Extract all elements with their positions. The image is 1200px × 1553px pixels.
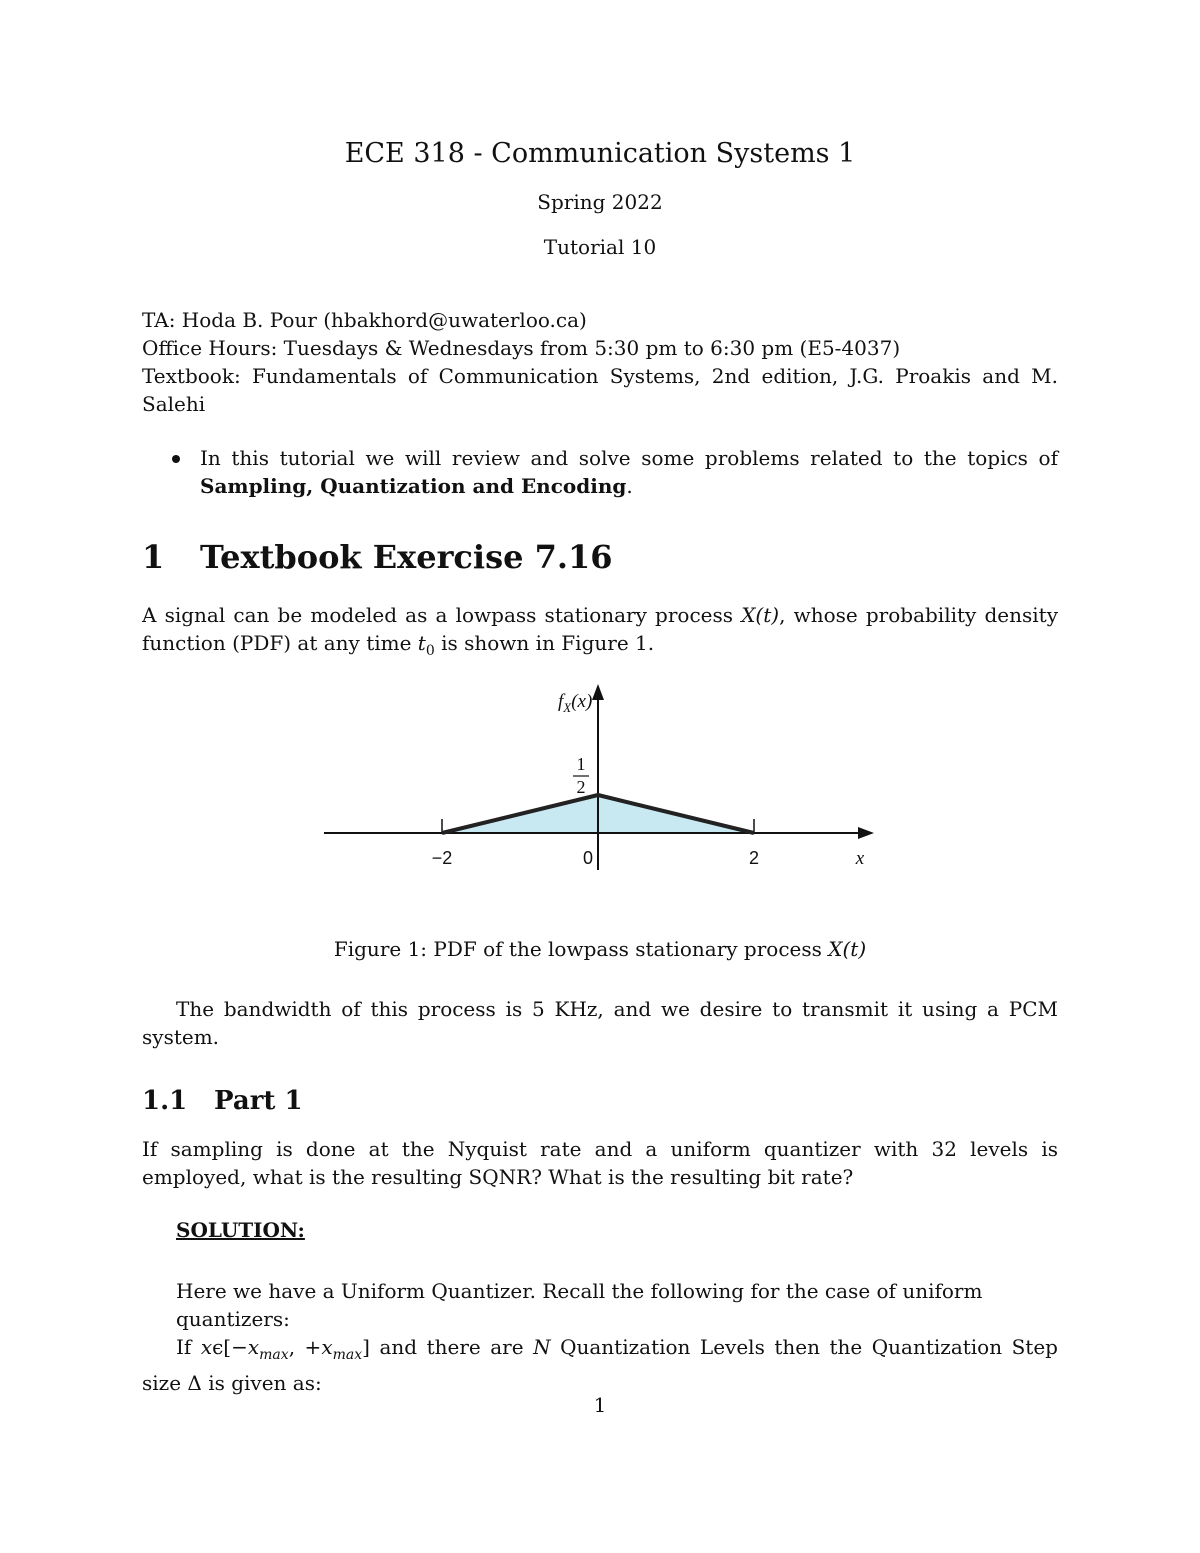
bullet-text-end: . (626, 474, 633, 498)
para1-text-b: , whose probability density function (PDF) at any time (142, 603, 1058, 655)
section-title: Textbook Exercise 7.16 (200, 538, 613, 576)
course-info (142, 306, 1058, 418)
sol-if: If (176, 1335, 201, 1359)
subsection-number: 1.1 (142, 1086, 188, 1116)
paragraph-solution (142, 1277, 1058, 1397)
page-number: 1 (593, 1393, 607, 1417)
x-axis-arrow-icon (858, 827, 874, 839)
tick-label-left: −2 (431, 848, 453, 868)
caption-math-x-t: X(t) (828, 937, 867, 961)
peak-numerator: 1 (576, 754, 586, 774)
tick-label-right: 2 (748, 848, 760, 868)
sol-text-mid: and there are (369, 1335, 534, 1359)
document-title: ECE 318 - Communication Systems 1 (344, 138, 856, 169)
sol-math-xmax-2: x (321, 1335, 333, 1359)
bullet-text-bold: Sampling, Quantization and Encoding (200, 474, 627, 498)
sol-math-max-sub-2: max (332, 1347, 363, 1363)
solution-line-2 (142, 1333, 1058, 1397)
sol-math-n: N (533, 1335, 551, 1359)
term-label: Spring 2022 (537, 190, 663, 214)
sol-math-close: ] (362, 1335, 370, 1359)
subsection-heading (142, 1086, 303, 1116)
section-number: 1 (142, 538, 165, 576)
bullet-text-plain: In this tutorial we will review and solve some problems related to the topics of (200, 446, 1058, 470)
figure-caption (0, 937, 1200, 961)
y-axis-label (558, 691, 592, 715)
y-label-subscript: X (563, 700, 572, 715)
x-axis-label: x (855, 848, 865, 869)
paragraph-question: If sampling is done at the Nyquist rate and a uniform quantizer with 32 levels is employed, what is the resulting SQNR? What is the resulting bit rate? (142, 1137, 1058, 1189)
section-heading (142, 538, 613, 576)
y-label-argument: (x) (571, 691, 593, 712)
bullet-icon (172, 455, 180, 463)
sol-math-max-sub-1: max (259, 1347, 289, 1363)
subsection-title: Part 1 (214, 1086, 303, 1116)
solution-line-1: Here we have a Uniform Quantizer. Recall the following for the case of uniform quantizers: (176, 1279, 983, 1331)
math-t-subscript: 0 (425, 643, 435, 659)
pdf-figure (310, 680, 890, 884)
sol-math-x: x (200, 1335, 213, 1359)
textbook-line: Textbook: Fundamentals of Communication Systems, 2nd edition, J.G. Proakis and M. Salehi (142, 364, 1058, 416)
sol-math-in: ϵ[− (212, 1335, 248, 1359)
ta-line: TA: Hoda B. Pour (hbakhord@uwaterloo.ca) (142, 308, 587, 332)
sol-math-xmax-1: x (247, 1335, 260, 1359)
bullet-item (172, 444, 1058, 500)
office-hours-line: Office Hours: Tuesdays & Wednesdays from 5:30 pm to 6:30 pm (E5-4037) (142, 336, 901, 360)
tutorial-label: Tutorial 10 (543, 235, 657, 259)
bullet-text (200, 444, 1058, 500)
sol-math-comma: , + (288, 1335, 322, 1359)
y-label-f: f (558, 691, 564, 712)
math-x-t: X(t) (741, 603, 780, 627)
peak-denominator: 2 (576, 777, 586, 797)
para1-text-c: is shown in Figure 1. (434, 631, 655, 655)
sol-text-end: Quantization Levels then the Quantization Step size Δ is given as: (142, 1335, 1058, 1395)
pdf-chart (310, 680, 890, 880)
math-t: t (417, 631, 426, 655)
caption-text: Figure 1: PDF of the lowpass stationary process (333, 937, 829, 961)
y-axis-arrow-icon (592, 684, 604, 700)
tick-label-origin: 0 (582, 848, 594, 868)
para1-text-a: A signal can be modeled as a lowpass stationary process (142, 603, 742, 627)
solution-label: SOLUTION: (176, 1218, 305, 1242)
paragraph-bandwidth: The bandwidth of this process is 5 KHz, and we desire to transmit it using a PCM system. (142, 997, 1058, 1049)
paragraph-intro (142, 601, 1058, 665)
